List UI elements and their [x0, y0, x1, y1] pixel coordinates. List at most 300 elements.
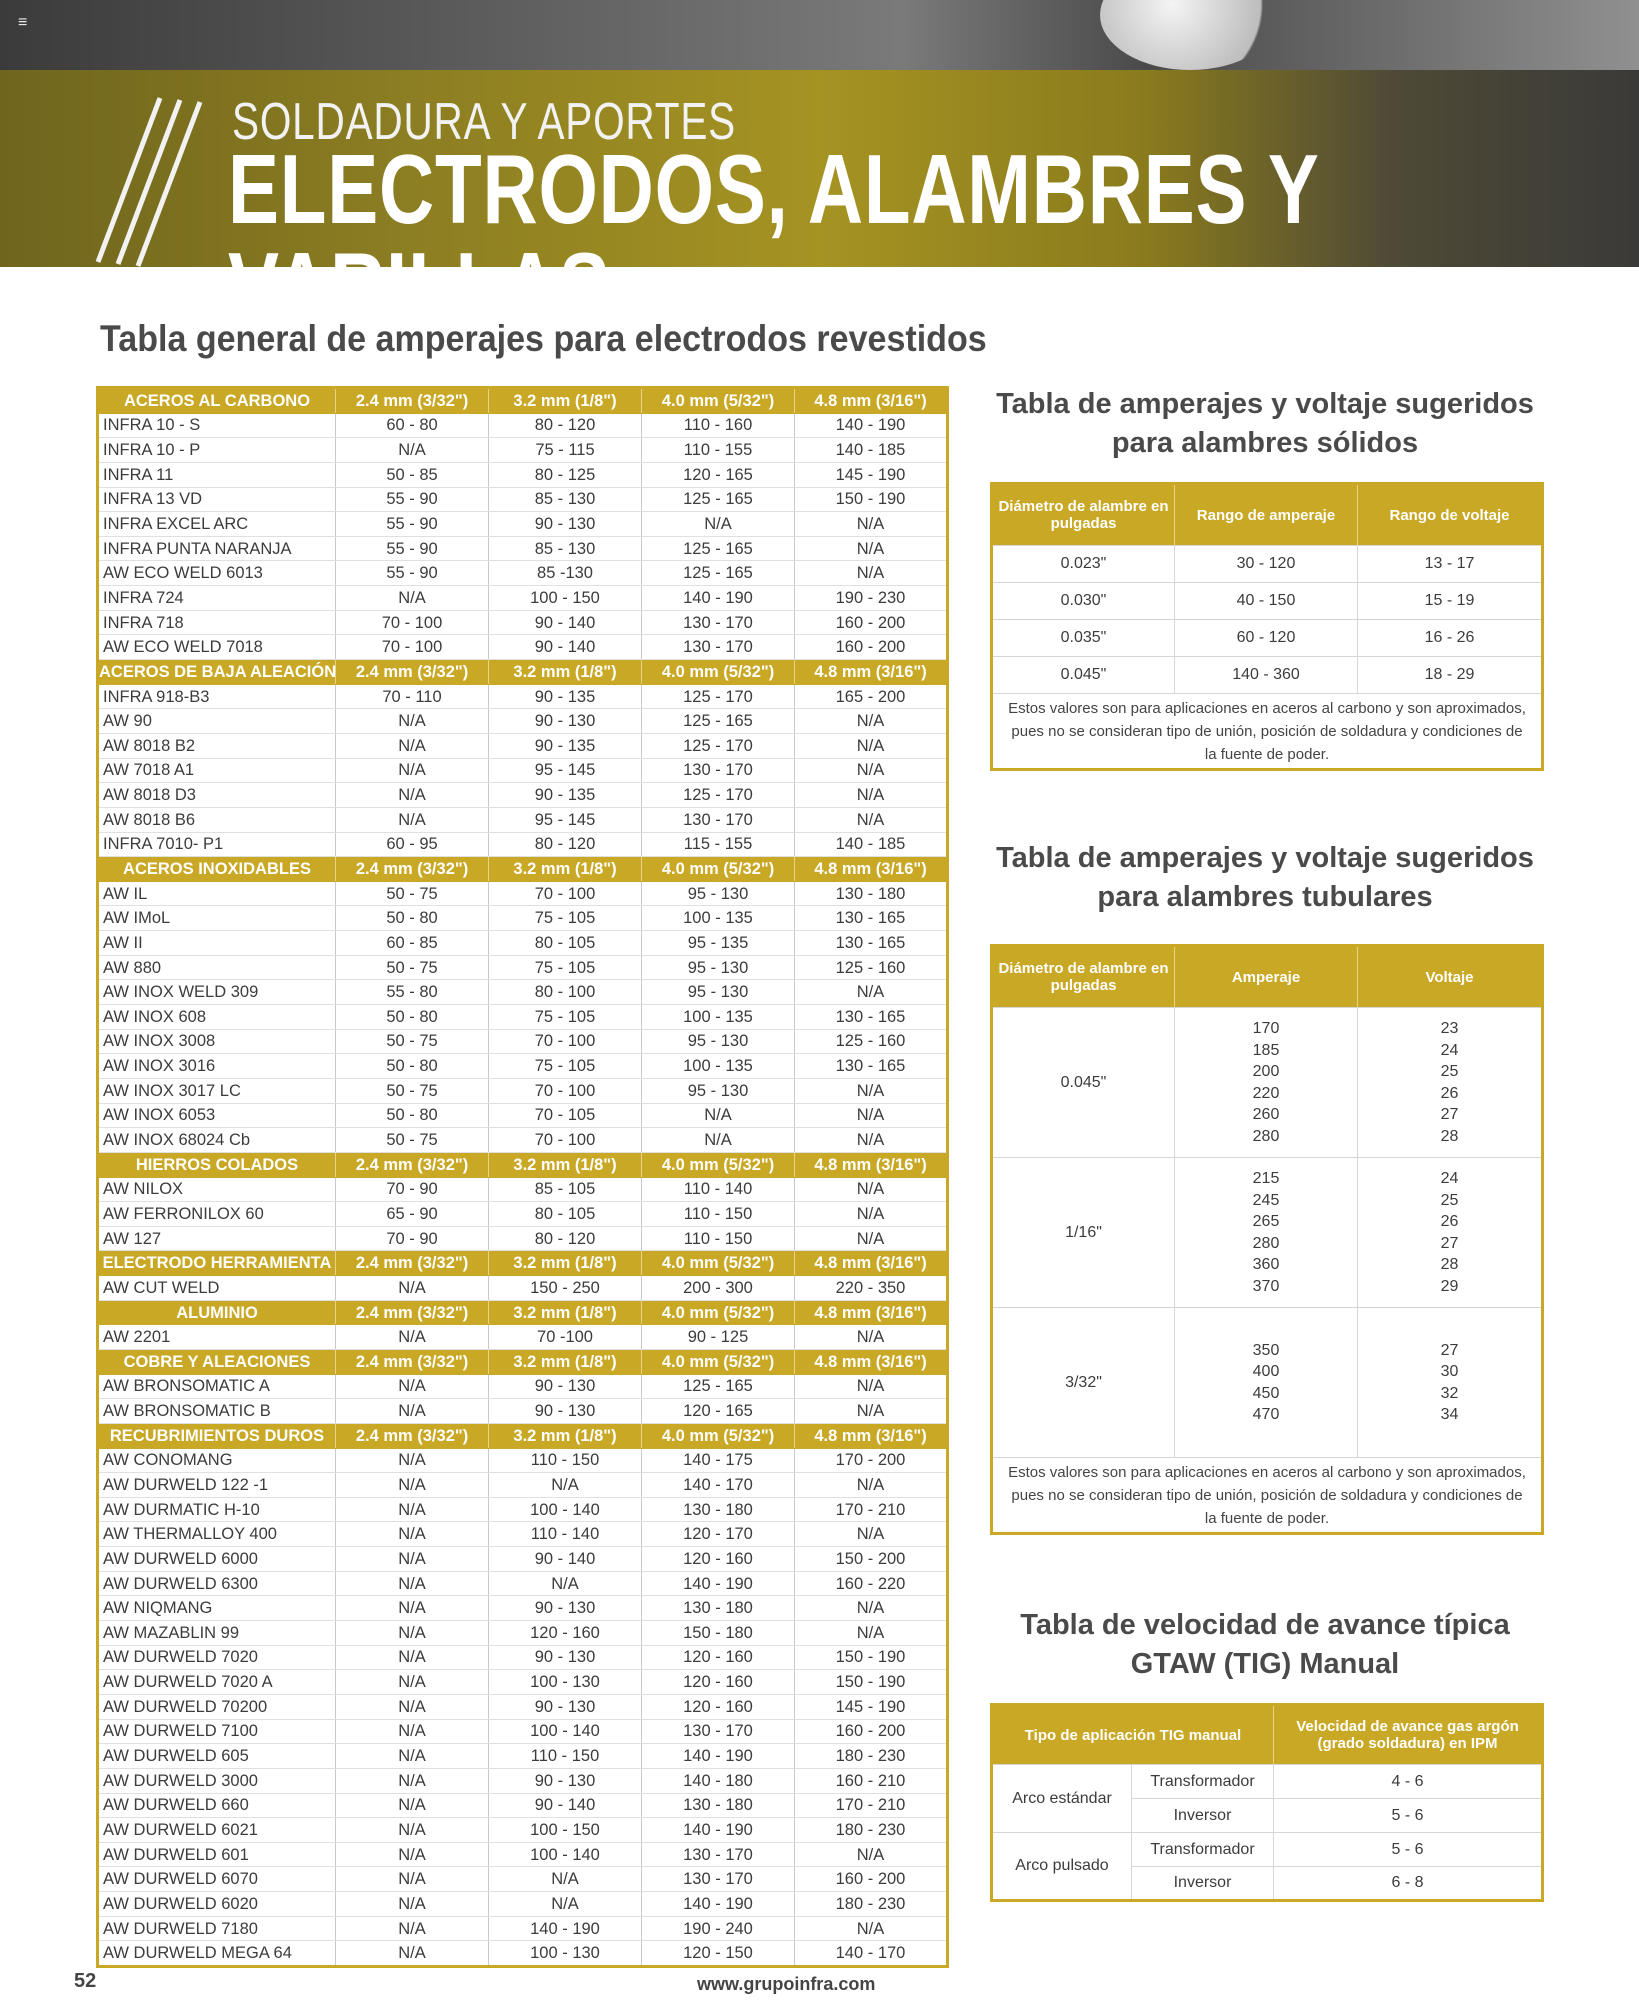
amperage-cell: 110 - 155 — [642, 438, 795, 463]
amperage-value: 370 — [1252, 1277, 1280, 1295]
size-header: 3.2 mm (1/8") — [489, 388, 642, 414]
table-row — [98, 635, 948, 660]
table-row — [98, 1029, 948, 1054]
amperage-cell: 100 - 135 — [642, 1005, 795, 1030]
section-title: COBRE Y ALEACIONES — [98, 1349, 336, 1374]
amperage-cell: 50 - 80 — [336, 906, 489, 931]
amperage-cell: N/A — [795, 1128, 948, 1153]
amperage-cell: 110 - 140 — [489, 1522, 642, 1547]
size-header: 4.8 mm (3/16") — [795, 388, 948, 414]
amperage-cell: N/A — [336, 758, 489, 783]
amperage-cell: 130 - 170 — [642, 1719, 795, 1744]
voltage-value: 26 — [1440, 1084, 1459, 1102]
electrode-name: AW NIQMANG — [98, 1596, 336, 1621]
amperage-cell: N/A — [336, 1621, 489, 1646]
voltage-value: 25 — [1440, 1063, 1459, 1080]
tig-speed-table — [990, 1703, 1544, 1902]
electrode-name: AW II — [98, 931, 336, 956]
amperage-cell: 130 - 170 — [642, 610, 795, 635]
amperage-cell: 95 - 145 — [489, 758, 642, 783]
amperage-cell: N/A — [336, 1719, 489, 1744]
footer-url[interactable]: www.grupoinfra.com — [697, 1974, 876, 1994]
amperage-cell: 130 - 180 — [642, 1497, 795, 1522]
amperage-cell: 90 - 140 — [489, 1793, 642, 1818]
table-row — [98, 1916, 948, 1941]
table-row — [98, 512, 948, 537]
amperage-cell: 130 - 165 — [795, 1054, 948, 1079]
amperage-cell: 100 - 135 — [642, 906, 795, 931]
amperage-cell: 120 - 160 — [489, 1621, 642, 1646]
amperage-cell: 120 - 160 — [642, 1645, 795, 1670]
electrode-name: AW CUT WELD — [98, 1276, 336, 1301]
amperage-cell: N/A — [795, 1916, 948, 1941]
electrode-name: AW DURWELD 3000 — [98, 1768, 336, 1793]
amperage-cell: N/A — [336, 1867, 489, 1892]
amperage-cell: 90 - 130 — [489, 1399, 642, 1424]
amperage-cell: 110 - 150 — [642, 1202, 795, 1227]
amperage-cell: 90 - 130 — [489, 709, 642, 734]
table-row — [98, 1276, 948, 1301]
size-header: 4.8 mm (3/16") — [795, 1423, 948, 1448]
size-header: 4.0 mm (5/32") — [642, 1300, 795, 1325]
voltage-value: 23 — [1440, 1020, 1459, 1037]
amperage-cell: N/A — [795, 1078, 948, 1103]
amperage-cell: N/A — [336, 1547, 489, 1572]
amperage-cell: N/A — [336, 586, 489, 611]
voltage-list — [1358, 1308, 1543, 1458]
electrode-name: INFRA 724 — [98, 586, 336, 611]
application-type: Arco pulsado — [992, 1833, 1132, 1901]
electrode-name: AW 880 — [98, 955, 336, 980]
electrode-name: AW IMoL — [98, 906, 336, 931]
amperage-cell: 90 - 135 — [489, 783, 642, 808]
amperage-cell: 100 - 150 — [489, 1818, 642, 1843]
section-header-row — [98, 660, 948, 685]
column-header: Rango de voltaje — [1358, 484, 1543, 546]
table-row — [98, 955, 948, 980]
amperage-cell: N/A — [336, 1497, 489, 1522]
amperage-cell: N/A — [795, 1842, 948, 1867]
amperage-cell: 95 - 130 — [642, 1029, 795, 1054]
banner-photo-top — [0, 0, 1639, 70]
amperage-list — [1175, 1158, 1358, 1308]
speed-value: 6 - 8 — [1274, 1867, 1543, 1901]
amperage-cell: 110 - 150 — [642, 1226, 795, 1251]
table-cell: 140 - 360 — [1175, 657, 1358, 694]
size-header: 3.2 mm (1/8") — [489, 1251, 642, 1276]
table-row — [98, 1005, 948, 1030]
amperage-cell: N/A — [795, 1522, 948, 1547]
table-row — [98, 1054, 948, 1079]
table-row — [98, 1202, 948, 1227]
table-row — [98, 1448, 948, 1473]
amperage-cell: 180 - 230 — [795, 1892, 948, 1917]
amperage-cell: 60 - 80 — [336, 413, 489, 438]
amperage-value: 470 — [1252, 1406, 1280, 1423]
amperage-cell: 55 - 90 — [336, 512, 489, 537]
amperage-cell: 55 - 80 — [336, 980, 489, 1005]
table-row — [98, 783, 948, 808]
solid-wire-title-line2: para alambres sólidos — [1111, 427, 1419, 459]
table-row — [992, 546, 1543, 583]
electrode-name: INFRA 718 — [98, 610, 336, 635]
amperage-cell: 190 - 230 — [795, 586, 948, 611]
amperage-cell: 85 - 130 — [489, 536, 642, 561]
amperage-value: 260 — [1252, 1106, 1280, 1123]
voltage-value: 28 — [1440, 1256, 1459, 1273]
source-type: Transformador — [1132, 1765, 1274, 1799]
amperage-cell: 120 - 160 — [642, 1694, 795, 1719]
section-header-row — [98, 1300, 948, 1325]
amperage-cell: 70 - 100 — [489, 1078, 642, 1103]
table-row — [98, 1473, 948, 1498]
amperage-cell: N/A — [795, 1103, 948, 1128]
amperage-cell: N/A — [336, 1522, 489, 1547]
amperage-cell: 145 - 190 — [795, 462, 948, 487]
header-row — [992, 484, 1543, 546]
amperage-cell: 80 - 105 — [489, 931, 642, 956]
amperage-cell: 50 - 75 — [336, 955, 489, 980]
electrode-name: AW DURWELD 6021 — [98, 1818, 336, 1843]
electrode-name: AW 127 — [98, 1226, 336, 1251]
amperage-cell: 90 - 130 — [489, 1768, 642, 1793]
amperage-cell: 140 - 190 — [642, 1892, 795, 1917]
table-row — [98, 1768, 948, 1793]
electrode-name: AW INOX 3016 — [98, 1054, 336, 1079]
amperage-cell: 90 - 140 — [489, 635, 642, 660]
amperage-value: 265 — [1252, 1213, 1280, 1230]
table-row — [98, 881, 948, 906]
amperage-cell: 200 - 300 — [642, 1276, 795, 1301]
size-header: 3.2 mm (1/8") — [489, 1423, 642, 1448]
table-row — [98, 1670, 948, 1695]
amperage-cell: 150 - 190 — [795, 487, 948, 512]
banner-title: ELECTRODOS, ALAMBRES Y VARILLAS — [228, 134, 1319, 342]
amperage-value: 220 — [1252, 1084, 1280, 1102]
amperage-value: 450 — [1252, 1384, 1280, 1402]
tubular-wire-title — [990, 839, 1540, 917]
amperage-cell: 130 - 165 — [795, 931, 948, 956]
electrode-name: AW INOX 3017 LC — [98, 1078, 336, 1103]
table-row — [98, 1325, 948, 1350]
amperage-cell: 120 - 165 — [642, 462, 795, 487]
amperage-cell: 150 - 190 — [795, 1645, 948, 1670]
amperage-cell: 140 - 175 — [642, 1448, 795, 1473]
amperage-cell: N/A — [336, 1744, 489, 1769]
amperage-value: 170 — [1252, 1020, 1280, 1037]
table-row — [98, 1621, 948, 1646]
amperage-cell: 125 - 170 — [642, 684, 795, 709]
amperage-cell: 130 - 170 — [642, 758, 795, 783]
electrode-name: AW INOX 3008 — [98, 1029, 336, 1054]
section-title: ACEROS AL CARBONO — [98, 388, 336, 414]
page-title: Tabla general de amperajes para electrodos revestidos — [100, 318, 987, 359]
table-row — [98, 709, 948, 734]
electrode-name: AW 8018 B2 — [98, 733, 336, 758]
electrode-name: AW DURWELD 6000 — [98, 1547, 336, 1572]
amperage-cell: 125 - 170 — [642, 733, 795, 758]
amperage-cell: 160 - 200 — [795, 610, 948, 635]
amperage-cell: N/A — [336, 1694, 489, 1719]
table-row — [98, 832, 948, 857]
size-header: 4.8 mm (3/16") — [795, 1152, 948, 1177]
amperage-cell: 140 - 190 — [642, 586, 795, 611]
amperage-cell: 165 - 200 — [795, 684, 948, 709]
amperage-cell: 70 - 90 — [336, 1226, 489, 1251]
electrode-name: AW DURWELD 6070 — [98, 1867, 336, 1892]
amperage-cell: 220 - 350 — [795, 1276, 948, 1301]
electrode-name: AW IL — [98, 881, 336, 906]
source-type: Inversor — [1132, 1799, 1274, 1833]
amperage-cell: 95 - 130 — [642, 1078, 795, 1103]
section-title: ACEROS DE BAJA ALEACIÓN — [98, 660, 336, 685]
amperage-cell: 95 - 130 — [642, 955, 795, 980]
amperage-cell: 100 - 130 — [489, 1670, 642, 1695]
electrode-name: AW DURWELD MEGA 64 — [98, 1941, 336, 1967]
amperage-cell: 80 - 100 — [489, 980, 642, 1005]
voltage-value: 28 — [1440, 1127, 1459, 1145]
table-cell: 60 - 120 — [1175, 620, 1358, 657]
amperage-cell: 60 - 95 — [336, 832, 489, 857]
amperage-cell: 90 - 130 — [489, 1645, 642, 1670]
table-cell: 0.030" — [992, 583, 1175, 620]
amperage-cell: 90 - 130 — [489, 512, 642, 537]
table-row — [98, 1818, 948, 1843]
electrode-name: INFRA 918-B3 — [98, 684, 336, 709]
amperage-cell: 120 - 165 — [642, 1399, 795, 1424]
amperage-cell: 110 - 140 — [642, 1177, 795, 1202]
electrode-name: AW 2201 — [98, 1325, 336, 1350]
amperage-cell: N/A — [795, 807, 948, 832]
size-header: 2.4 mm (3/32") — [336, 388, 489, 414]
table-row — [98, 1719, 948, 1744]
electrode-name: AW NILOX — [98, 1177, 336, 1202]
amperage-cell: 80 - 120 — [489, 1226, 642, 1251]
electrode-name: AW FERRONILOX 60 — [98, 1202, 336, 1227]
table-row — [98, 1892, 948, 1917]
amperage-cell: 160 - 200 — [795, 1719, 948, 1744]
size-header: 4.0 mm (5/32") — [642, 388, 795, 414]
table-row — [992, 1308, 1543, 1458]
amperage-cell: N/A — [336, 1473, 489, 1498]
amperage-cell: 55 - 90 — [336, 487, 489, 512]
tubular-wire-title-line2: para alambres tubulares — [1097, 881, 1433, 913]
amperage-cell: 160 - 200 — [795, 635, 948, 660]
table-row — [98, 1497, 948, 1522]
amperage-cell: 90 - 140 — [489, 1547, 642, 1572]
amperage-cell: 50 - 80 — [336, 1005, 489, 1030]
table-cell: 13 - 17 — [1358, 546, 1543, 583]
solid-wire-table — [990, 482, 1544, 771]
section-title: ALUMINIO — [98, 1300, 336, 1325]
amperage-cell: 90 - 135 — [489, 684, 642, 709]
size-header: 4.8 mm (3/16") — [795, 857, 948, 882]
tubular-wire-title-line1: Tabla de amperajes y voltaje sugeridos — [996, 842, 1534, 874]
electrode-amperage-table — [96, 386, 949, 1968]
amperage-cell: N/A — [795, 1202, 948, 1227]
amperage-cell: N/A — [642, 1128, 795, 1153]
amperage-cell: 130 - 170 — [642, 807, 795, 832]
amperage-value: 185 — [1252, 1041, 1280, 1059]
table-cell: 40 - 150 — [1175, 583, 1358, 620]
section-title: ACEROS INOXIDABLES — [98, 857, 336, 882]
table-row — [98, 1547, 948, 1572]
section-header-row — [98, 1349, 948, 1374]
size-header: 3.2 mm (1/8") — [489, 857, 642, 882]
amperage-cell: 130 - 170 — [642, 635, 795, 660]
amperage-cell: 125 - 165 — [642, 561, 795, 586]
electrode-name: INFRA PUNTA NARANJA — [98, 536, 336, 561]
amperage-cell: 70 - 100 — [489, 881, 642, 906]
diameter-cell: 0.045" — [992, 1008, 1175, 1158]
voltage-value: 30 — [1440, 1363, 1459, 1380]
diameter-cell: 1/16" — [992, 1158, 1175, 1308]
voltage-value: 27 — [1440, 1341, 1459, 1359]
amperage-cell: 170 - 210 — [795, 1497, 948, 1522]
table-cell: 18 - 29 — [1358, 657, 1543, 694]
electrode-name: AW DURWELD 601 — [98, 1842, 336, 1867]
amperage-cell: N/A — [336, 1768, 489, 1793]
table-row — [98, 1103, 948, 1128]
column-header: Velocidad de avance gas argón (grado soldadura) en IPM — [1274, 1705, 1543, 1765]
size-header: 2.4 mm (3/32") — [336, 1152, 489, 1177]
amperage-cell: N/A — [336, 1793, 489, 1818]
electrode-name: AW ECO WELD 6013 — [98, 561, 336, 586]
amperage-value: 280 — [1252, 1234, 1280, 1252]
amperage-cell: 50 - 85 — [336, 462, 489, 487]
section-header-row — [98, 1251, 948, 1276]
amperage-cell: 150 - 200 — [795, 1547, 948, 1572]
electrode-name: INFRA 7010- P1 — [98, 832, 336, 857]
electrode-name: AW BRONSOMATIC B — [98, 1399, 336, 1424]
size-header: 3.2 mm (1/8") — [489, 1349, 642, 1374]
electrode-rods-icon — [90, 92, 210, 272]
amperage-cell: 80 - 125 — [489, 462, 642, 487]
amperage-cell: N/A — [336, 733, 489, 758]
amperage-cell: 160 - 220 — [795, 1571, 948, 1596]
table-row — [98, 1177, 948, 1202]
header-row — [992, 946, 1543, 1008]
amperage-cell: N/A — [795, 1621, 948, 1646]
amperage-cell: 130 - 165 — [795, 1005, 948, 1030]
amperage-cell: 180 - 230 — [795, 1818, 948, 1843]
table-row — [992, 1158, 1543, 1308]
amperage-cell: N/A — [795, 1399, 948, 1424]
amperage-value: 215 — [1252, 1170, 1280, 1187]
amperage-cell: 125 - 160 — [795, 955, 948, 980]
voltage-value: 32 — [1440, 1384, 1459, 1402]
voltage-list — [1358, 1158, 1543, 1308]
electrode-name: AW INOX 6053 — [98, 1103, 336, 1128]
amperage-cell: 95 - 145 — [489, 807, 642, 832]
table-row — [98, 1694, 948, 1719]
page-number: 52 — [74, 1970, 97, 1992]
electrode-name: AW 7018 A1 — [98, 758, 336, 783]
amperage-cell: 50 - 75 — [336, 881, 489, 906]
size-header: 2.4 mm (3/32") — [336, 1349, 489, 1374]
banner-subtitle: SOLDADURA Y APORTES — [232, 93, 737, 151]
electrode-name: AW 8018 B6 — [98, 807, 336, 832]
section-header-row — [98, 1423, 948, 1448]
voltage-value: 29 — [1440, 1277, 1459, 1295]
amperage-cell: 50 - 80 — [336, 1054, 489, 1079]
amperage-cell: 95 - 130 — [642, 881, 795, 906]
size-header: 4.0 mm (5/32") — [642, 857, 795, 882]
table-cell: 30 - 120 — [1175, 546, 1358, 583]
table-row — [98, 1571, 948, 1596]
electrode-name: INFRA EXCEL ARC — [98, 512, 336, 537]
section-title: ELECTRODO HERRAMIENTA — [98, 1251, 336, 1276]
electrode-name: AW 90 — [98, 709, 336, 734]
amperage-cell: 140 - 190 — [489, 1916, 642, 1941]
amperage-cell: 100 - 140 — [489, 1497, 642, 1522]
menu-icon[interactable]: ≡ — [18, 14, 28, 31]
amperage-cell: 110 - 160 — [642, 413, 795, 438]
section-header-row — [98, 1152, 948, 1177]
electrode-name: INFRA 13 VD — [98, 487, 336, 512]
amperage-cell: 125 - 165 — [642, 536, 795, 561]
amperage-cell: 120 - 160 — [642, 1670, 795, 1695]
amperage-cell: N/A — [795, 536, 948, 561]
size-header: 3.2 mm (1/8") — [489, 1300, 642, 1325]
speed-value: 4 - 6 — [1274, 1765, 1543, 1799]
amperage-cell: 120 - 150 — [642, 1941, 795, 1967]
amperage-cell: 90 - 130 — [489, 1596, 642, 1621]
table-row — [992, 1765, 1543, 1799]
column-header: Diámetro de alambre en pulgadas — [992, 484, 1175, 546]
amperage-cell: 180 - 230 — [795, 1744, 948, 1769]
amperage-cell: N/A — [336, 1571, 489, 1596]
amperage-cell: 190 - 240 — [642, 1916, 795, 1941]
amperage-cell: 55 - 90 — [336, 536, 489, 561]
size-header: 4.0 mm (5/32") — [642, 660, 795, 685]
solid-wire-title-line1: Tabla de amperajes y voltaje sugeridos — [996, 388, 1534, 420]
table-row — [992, 657, 1543, 694]
amperage-cell: 100 - 130 — [489, 1941, 642, 1967]
amperage-cell: N/A — [795, 1226, 948, 1251]
amperage-cell: 140 - 185 — [795, 438, 948, 463]
size-header: 4.8 mm (3/16") — [795, 660, 948, 685]
amperage-cell: N/A — [795, 1325, 948, 1350]
electrode-name: AW DURWELD 6020 — [98, 1892, 336, 1917]
amperage-cell: 140 - 180 — [642, 1768, 795, 1793]
amperage-cell: 75 - 115 — [489, 438, 642, 463]
voltage-value: 34 — [1440, 1406, 1459, 1423]
amperage-cell: 120 - 170 — [642, 1522, 795, 1547]
size-header: 4.8 mm (3/16") — [795, 1300, 948, 1325]
size-header: 4.0 mm (5/32") — [642, 1251, 795, 1276]
size-header: 2.4 mm (3/32") — [336, 1300, 489, 1325]
table-row — [98, 561, 948, 586]
amperage-cell: N/A — [795, 783, 948, 808]
size-header: 2.4 mm (3/32") — [336, 1423, 489, 1448]
amperage-cell: 150 - 180 — [642, 1621, 795, 1646]
table-row — [98, 1645, 948, 1670]
amperage-cell: N/A — [489, 1473, 642, 1498]
amperage-cell: N/A — [795, 1596, 948, 1621]
table-cell: 0.023" — [992, 546, 1175, 583]
electrode-name: AW DURWELD 605 — [98, 1744, 336, 1769]
amperage-cell: 95 - 130 — [642, 980, 795, 1005]
amperage-cell: 100 - 135 — [642, 1054, 795, 1079]
amperage-cell: 150 - 190 — [795, 1670, 948, 1695]
amperage-cell: N/A — [336, 1941, 489, 1967]
amperage-cell: 120 - 160 — [642, 1547, 795, 1572]
amperage-list — [1175, 1308, 1358, 1458]
amperage-cell: 85 - 130 — [489, 487, 642, 512]
electrode-name: AW DURWELD 7100 — [98, 1719, 336, 1744]
tig-title-line2: GTAW (TIG) Manual — [1130, 1648, 1400, 1680]
